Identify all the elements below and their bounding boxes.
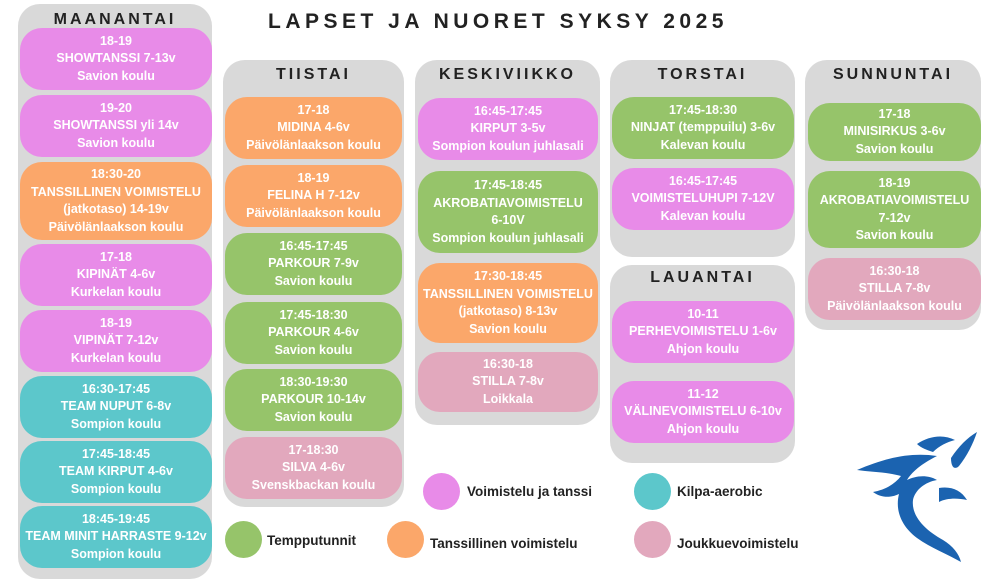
day-title: TORSTAI (657, 66, 748, 83)
legend-label-joukkue: Joukkuevoimistelu (677, 536, 799, 551)
legend-label-tempputunnit: Tempputunnit (267, 533, 356, 548)
class-line: MIDINA 4-6v (277, 120, 350, 135)
class-time: 18-19 (878, 175, 911, 190)
class-line: KIRPUT 3-5v (470, 121, 546, 136)
class-card (20, 95, 212, 157)
class-line: VOIMISTELUHUPI 7-12V (631, 191, 775, 206)
class-card (418, 352, 598, 412)
class-line: 7-12v (878, 210, 911, 225)
class-card (225, 97, 402, 159)
legend-swatch-joukkue (634, 521, 671, 558)
class-time: 17:30-18:45 (473, 269, 543, 283)
class-line: SILVA 4-6v (282, 460, 345, 475)
class-line: VÄLINEVOIMISTELU 6-10v (624, 404, 782, 419)
day-title: KESKIVIIKKO (438, 66, 576, 83)
class-time: 18-19 (100, 33, 132, 48)
class-line: Sompion koulu (70, 546, 162, 561)
legend-swatch-kilpa-aerobic (634, 473, 671, 510)
class-line: Päivölänlaakson koulu (246, 137, 381, 152)
class-time: 18-19 (297, 170, 330, 185)
class-time: 16:30-18 (482, 356, 534, 371)
class-time: 16:30-18 (869, 263, 920, 278)
class-card (808, 171, 981, 248)
class-time: 17:45-18:30 (279, 307, 348, 322)
class-card (418, 98, 598, 160)
class-card (225, 437, 402, 499)
class-line: Päivölänlaakson koulu (827, 298, 962, 313)
class-time: 16:45-17:45 (279, 238, 348, 253)
class-line: Savion koulu (77, 68, 155, 83)
day-title: LAUANTAI (650, 269, 755, 286)
class-line: Sompion koulun juhlasali (432, 230, 584, 245)
class-line: SHOWTANSSI yli 14v (53, 118, 179, 133)
class-card (612, 381, 794, 443)
class-card (20, 506, 212, 568)
class-line: Svenskbackan koulu (251, 477, 376, 492)
legend-swatch-tanssillinen (387, 521, 424, 558)
class-time: 11-12 (687, 386, 719, 401)
class-line: FELINA H 7-12v (267, 188, 360, 203)
class-line: Kalevan koulu (660, 137, 746, 152)
day-title: TIISTAI (276, 66, 351, 83)
legend-label-kilpa-aerobic: Kilpa-aerobic (677, 484, 763, 499)
class-card (612, 97, 794, 159)
class-line: TEAM KIRPUT 4-6v (59, 464, 173, 479)
class-time: 17:45-18:45 (473, 178, 543, 192)
class-line: Sompion koulu (70, 481, 162, 496)
class-line: STILLA 7-8v (858, 281, 931, 296)
class-line: Sompion koulu (70, 416, 162, 431)
class-card (612, 301, 794, 363)
class-line: PARKOUR 7-9v (268, 256, 359, 271)
class-line: PARKOUR 4-6v (268, 325, 359, 340)
class-time: 17-18 (878, 106, 911, 121)
class-card (20, 310, 212, 372)
class-time: 18-19 (100, 315, 132, 330)
class-time: 17:45-18:30 (668, 102, 738, 117)
class-line: 6-10V (491, 213, 525, 227)
class-line: VIPINÄT 7-12v (73, 333, 159, 348)
day-title: SUNNUNTAI (832, 66, 954, 83)
class-line: (jatkotaso) 14-19v (63, 202, 169, 216)
class-card (808, 258, 981, 320)
class-line: Savion koulu (274, 342, 353, 357)
class-line: NINJAT (temppuilu) 3-6v (630, 120, 776, 135)
class-time: 17:45-18:45 (81, 446, 151, 461)
class-line: Savion koulu (274, 273, 353, 288)
class-time: 10-11 (687, 306, 719, 321)
class-time: 18:45-19:45 (81, 511, 151, 526)
class-line: PARKOUR 10-14v (261, 392, 366, 407)
class-line: PERHEVOIMISTELU 1-6v (629, 324, 777, 339)
class-card (225, 369, 402, 431)
class-line: SHOWTANSSI 7-13v (56, 51, 176, 66)
class-card (20, 376, 212, 438)
class-line: KIPINÄT 4-6v (76, 267, 156, 282)
class-time: 16:45-17:45 (668, 173, 738, 188)
class-card (418, 171, 598, 253)
class-card (225, 165, 402, 227)
class-card (612, 168, 794, 230)
class-card (418, 263, 598, 343)
class-line: Päivölänlaakson koulu (246, 205, 381, 220)
class-line: AKROBATIAVOIMISTELU (819, 193, 970, 207)
class-card (20, 162, 212, 240)
legend-label-tanssillinen: Tanssillinen voimistelu (430, 536, 578, 551)
legend-swatch-tempputunnit (225, 521, 262, 558)
class-card (225, 233, 402, 295)
class-line: TANSSILLINEN VOIMISTELU (31, 184, 201, 199)
class-time: 17-18:30 (288, 442, 339, 457)
class-card (20, 441, 212, 503)
class-line: (jatkotaso) 8-13v (458, 304, 558, 318)
class-line: Päivölänlaakson koulu (48, 219, 184, 234)
legend-swatch-voimistelu (423, 473, 460, 510)
class-card (808, 103, 981, 161)
class-line: TEAM NUPUT 6-8v (60, 399, 172, 414)
class-time: 18:30-19:30 (279, 374, 348, 389)
class-line: MINISIRKUS 3-6v (843, 124, 946, 139)
class-time: 17-18 (297, 102, 330, 117)
gymnast-logo-icon (855, 428, 980, 563)
class-line: Savion koulu (469, 321, 547, 336)
class-line: Ahjon koulu (666, 421, 740, 436)
day-title: MAANANTAI (53, 11, 177, 28)
class-line: Kurkelan koulu (70, 284, 162, 299)
class-line: AKROBATIAVOIMISTELU (433, 195, 583, 210)
class-line: Savion koulu (274, 409, 353, 424)
class-card (20, 28, 212, 90)
page-title: LAPSET JA NUORET SYKSY 2025 (268, 10, 728, 33)
class-line: STILLA 7-8v (472, 374, 544, 389)
class-line: Ahjon koulu (666, 341, 740, 356)
class-line: Kurkelan koulu (70, 350, 162, 365)
class-time: 16:30-17:45 (81, 381, 151, 396)
class-line: Loikkala (482, 391, 534, 406)
class-time: 18:30-20 (90, 167, 142, 181)
class-line: Savion koulu (855, 228, 934, 242)
class-line: Kalevan koulu (660, 208, 746, 223)
class-line: TEAM MINIT HARRASTE 9-12v (25, 529, 207, 544)
class-card (20, 244, 212, 306)
class-line: Savion koulu (855, 141, 934, 156)
class-line: Sompion koulun juhlasali (432, 138, 584, 153)
legend-label-voimistelu: Voimistelu ja tanssi (467, 484, 593, 499)
class-time: 19-20 (100, 100, 132, 115)
class-card (225, 302, 402, 364)
class-time: 17-18 (100, 249, 132, 264)
class-line: TANSSILLINEN VOIMISTELU (423, 286, 593, 301)
class-time: 16:45-17:45 (473, 103, 543, 118)
class-line: Savion koulu (77, 135, 155, 150)
